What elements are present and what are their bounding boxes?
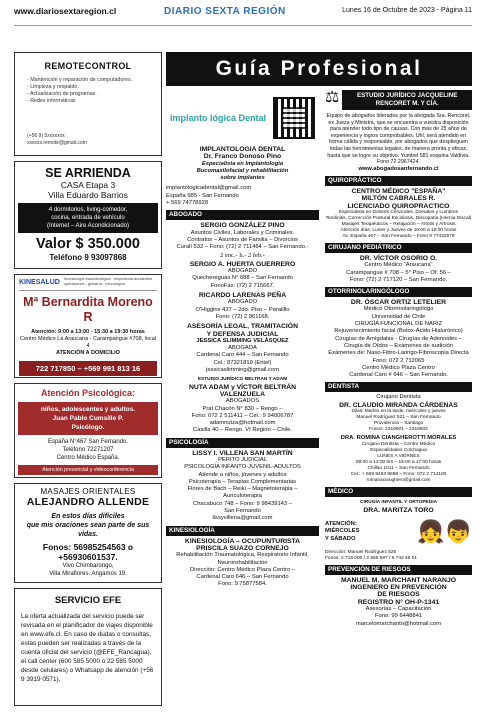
listing-line: 2 enc.- h.- 2 feb.- [220, 251, 265, 259]
listing-line: Asesorías – Capacitación [365, 606, 432, 613]
listing-name: DR. ÓSCAR ORTIZ LETELIER [350, 299, 447, 307]
scales-icon: ⚖ [325, 89, 340, 106]
listing-line: Médico Otorrinolaringólogo [363, 306, 434, 313]
arrienda-sub: CASA Etapa 3 [60, 180, 116, 190]
listing-name: DE RIESGOS [377, 591, 420, 599]
ad-remotecontrol [14, 52, 162, 156]
juridico-web[interactable]: www.abogadosanfernando.cl [358, 165, 439, 172]
masajes-title: MASAJES ORIENTALES [40, 487, 136, 496]
listing-line: Chacabuco 748 – Fono: 9 98439143 – [193, 500, 292, 507]
site-url[interactable]: www.diariosextaregion.cl [14, 6, 117, 16]
page-header [14, 6, 472, 26]
masajes-address: Villa Miraflores. Angamos 19. [49, 571, 127, 577]
listing-line: Cel.: 87321819 (Entel) [213, 359, 272, 366]
listing-line: Contratos – Asuntos de Familia – Divorcios [187, 236, 298, 243]
listing-name: MANUEL M. MARCHANT NARANJO [340, 576, 457, 584]
listing-line: Curalí 532 – Fono: (72) 2 711464 – San Fernando.- [176, 244, 309, 251]
message-line: En estos días difíciles [51, 513, 125, 520]
listing-name: KINESIOLOGÍA – OCUPUNTURISTA [184, 537, 301, 545]
kinesalud-name: Mª Bernardita Moreno R [23, 295, 153, 324]
left-column [14, 52, 162, 711]
kinesalud-address: Centro Médico La Araucana - Carampangue #708, local 4 [19, 336, 157, 349]
listing-name: INGENIERO EN PREVENCIÓN [350, 584, 447, 592]
detail-line: 4 dormitorios, living-comedor, [48, 207, 128, 213]
listing-line: Manuel Rodríguez 521 – San Fernando [356, 414, 441, 420]
psicologica-line: Centro Médico España. [56, 455, 120, 461]
ad-se-arrienda [14, 161, 162, 269]
juridico-header [325, 90, 472, 110]
listing-line: Av. España 467 – San Fernando – Fono 9 77432979 [342, 233, 455, 239]
listing-line: Atención días: Lunes y Jueves de 10:00 a 18:00 horas [340, 227, 457, 233]
newspaper-name: DIARIO SEXTA REGIÓN [164, 6, 286, 17]
listing-line: Fono: 072 2 712065 [372, 357, 425, 364]
listing-line: Rejuvenecimiento facial (Botox-Ácido Hialurónico) [334, 328, 463, 335]
listing-line: Providencia – Santiago [373, 420, 424, 426]
listing-line: Masajes Terapéuticos – Relajación – Artritis y Artrosis [341, 221, 456, 227]
listing-line: Casilla 40 – Rengo. VI Región – Chile. [193, 427, 292, 434]
banner-line: niños, adolescentes y adultos. [40, 406, 136, 413]
listing-heading: CIRUGÍA INFANTIL Y ORTOPEDIA [359, 500, 438, 506]
listing-line: Fono: 072 2 511411 – Cel.: 9 94006787 [191, 412, 294, 419]
imp-mail[interactable]: implantologicadental@gmail.com [166, 185, 252, 192]
listing-line: Dilas: Martes en la tarde, miércoles y jueves [351, 408, 446, 414]
listing-line: Dirección: Manuel Rodríguez 525 [325, 549, 397, 555]
psicologica-title: Atención Psicológica: [40, 388, 136, 398]
message-line: que mis oraciones sean parte de sus vidas. [26, 522, 150, 538]
kinesalud-phone: 722 717850 – +569 991 813 16 [19, 361, 157, 376]
listing-name: SERGIO GONZÁLEZ PINO [200, 222, 285, 230]
listing-line: Rehabilitación Traumatológica, Respiratorio Infantil, [176, 552, 309, 559]
listing-line: adamnutza@hotmail.com [209, 420, 276, 427]
psicologica-line: Teléfono 72271207 [62, 447, 114, 453]
kinesalud-domicilio: ATENCIÓN A DOMICILIO [56, 350, 120, 356]
ad-masajes [14, 483, 162, 583]
efe-title: SERVICIO EFE [54, 595, 122, 606]
listing-heading: Cirujano Dentista [376, 394, 421, 401]
contact-mail: xxxxxx.remote@gmail.com [27, 140, 87, 146]
psicologica-banner [18, 402, 158, 435]
listing-line: Exámenes de: Naso-Fibro-Laringo-Fibroscopia Directa [328, 350, 469, 357]
listing-line: Especialidades Colchagua [370, 448, 427, 454]
listing-line: Universidad de Chile [371, 313, 426, 320]
listing-name: ASESORÍA LEGAL, TRAMITACIÓN [186, 323, 298, 331]
section-cirujano: CIRUJANO PEDIÁTRICO [325, 243, 472, 253]
listing-name: LICENCIADO QUIROPRACTICO [347, 202, 450, 210]
listing-line: PERITO JUDICIAL [218, 456, 267, 463]
banner-line: Juan Pablo Cumsille P. [52, 415, 124, 422]
listing-line: San Fernando [224, 508, 261, 515]
listing-line: Flores de Bach – Reiki – Magnetoterapia – [187, 486, 298, 493]
listing-line: marcelomarchantn@hotmail.com [355, 620, 442, 627]
masajes-phones: Fonos: 56985254563 o +56930601537. [42, 542, 134, 562]
listing-name: LISSY I. VILLENA SAN MARTÍN [192, 449, 293, 457]
section-otorrino: OTORRINOLARINGÓLOGO [325, 287, 472, 297]
listing-name: Y DEFENSA JUDICIAL [206, 330, 279, 338]
section-psicologia: PSICOLOGÍA [166, 438, 319, 448]
listing-line: Cirugías de Amígdalas - Cirugías de Adenoides – [335, 335, 462, 342]
listing-name: SERGIO A. HUERTA GUERRERO [189, 260, 296, 268]
listing-line: Psicoterapia – Terapias Complementarias [188, 478, 297, 485]
section-medico: MÉDICO [325, 487, 472, 497]
listing-heading: ESTUDIO JURÍDICO BELTRAN Y ADAM [197, 377, 288, 383]
implantologia-logo-row [166, 90, 319, 146]
list-item: - Redes informáticas [27, 98, 76, 104]
listing-line: MIÉRCOLES [325, 528, 360, 535]
listing-line: Neurorehabilitación [217, 559, 268, 566]
listing-line: ABOGADA [228, 345, 257, 352]
listing-name: JESSICA SLIMMING VELÁSQUEZ [196, 337, 289, 344]
listing-line: O'Higgins 437 – 2do. Piso – Peralillo [195, 306, 290, 313]
section-kinesiologia: KINESIOLOGÍA [166, 526, 319, 536]
efe-text: La oferta actualizada del servicio puede ser revisada en el planificador de viajes disponible en www.efe.cl. En caso de dudas o consultas, estas pueden ser realizadas a través de la cuenta oficial del servicio (@EFE_Rancagua), el call center (600 585 5000 o 22 585 5000 desde celulares) o Whatsapp de atención (+56 9 3919 0571). [21, 613, 154, 683]
masajes-name: ALEJANDRO ALLENDE [26, 496, 150, 508]
listing-line: Chillán 1011 – San Fernando [367, 466, 430, 472]
listing-line: Centro Médico "Araucaria" [364, 262, 433, 269]
arrienda-sub: Villa Eduardo Barrios [48, 190, 128, 200]
masajes-address: Vivo Chimbarongo, [62, 563, 114, 569]
banner-line: Psicólogo. [71, 424, 105, 431]
arrienda-title: SE ARRIENDA [45, 166, 131, 180]
listing-line: Fono: (72) 2 861168. [215, 313, 270, 320]
guia-title: Guía Profesional [166, 52, 472, 86]
psicologica-line: España N°467 San Fernando. [47, 439, 129, 445]
toro-row [325, 514, 472, 550]
listing-line: Y SÁBADO [325, 535, 356, 542]
kinesalud-hours: Atención: 9:00 a 13:00 - 15:30 a 19:30 horas [31, 329, 145, 335]
children-icon: 👧👦 [417, 519, 472, 545]
listing-line: lissyvillena@gmail.com [212, 515, 273, 522]
listing-line: Quechereguas N° 688 – San Fernando [192, 275, 293, 282]
list-item: - Actualización de programas. [27, 91, 97, 97]
detail-line: cocina, entrada de vehículo [51, 215, 125, 221]
arrienda-phone: Teléfono 9 93097868 [49, 253, 127, 262]
listing-name: DR. CLAUDIO MIRANDA CÁRDENAS [339, 401, 458, 409]
listing-name: REGISTRO N° OH-P-1341 [357, 598, 440, 606]
contact-phone: (+56 9) 5xxxxxxx [27, 133, 65, 139]
listing-line: CIRUGÍA FUNCIONAL DE NARIZ [354, 321, 443, 328]
listing-name: DR. VÍCTOR OSORIO O. [359, 254, 438, 262]
listing-line: ABOGADOS [225, 398, 260, 405]
listing-line: Dirección: Centro Médico Plaza Centro – [189, 566, 296, 573]
qr-code-icon[interactable] [273, 97, 315, 139]
detail-line: (Internet – Aire Acondicionado) [46, 223, 130, 229]
listing-name: DRA. MARITZA TORO [363, 506, 434, 514]
listing-line: Fono: 9.75877584. [218, 581, 267, 588]
listing-line: ATENCIÓN: [325, 520, 357, 527]
listing-line: Cardenal Caro # 646 – San Fernando. [349, 372, 448, 379]
list-item: - Limpieza y respaldo. [27, 84, 79, 90]
juridico-title: ESTUDIO JURÍDICO JACQUELINE RENCORET M. Y CÍA. [342, 90, 472, 110]
imp-address: España 985 - San Fernando [166, 192, 239, 199]
masajes-message [18, 512, 158, 539]
remotecontrol-logo: REMOTECONTROL [44, 61, 132, 71]
listing-line: Auriculoterapia [223, 493, 262, 500]
ad-psicologica [14, 383, 162, 478]
listing-line: jessicaslimming@gmail.com [206, 367, 279, 374]
listing-line: FonoFax: (72) 2 715667. [210, 282, 275, 289]
imp-phone: + 569 74778928 [166, 200, 209, 207]
listing-line: Asuntos Civiles, Laborales y Criminales. [190, 229, 295, 236]
listing-name: VALENZUELA [219, 390, 266, 398]
listing-line: ABOGADO [227, 268, 258, 275]
section-prevencion: PREVENCIÓN DE RIESGOS [325, 565, 472, 575]
listing-line: Carampangue # 708 – 5° Piso – Of. 56 – [346, 269, 451, 276]
listing-line: Cardenal Caro 444 – San Fernando [196, 352, 289, 359]
listing-line: Cel.: + 569 9463 9888 – Fono: 072 2 714100 [350, 472, 447, 478]
listing-name: MILTÓN CABRALES R. [361, 195, 436, 203]
listing-name: RICARDO LARENAS PEÑA [198, 292, 287, 300]
arrienda-value: Valor $ 350.000 [36, 236, 140, 252]
listing-line: Fonos: 2 715 000 / 2 585 597 / 9 742 46 01 [325, 555, 418, 561]
remotecontrol-contact [27, 133, 87, 147]
listing-line: ABOGADO [227, 299, 258, 306]
listing-name: DRA. ROMINA CIANGHEROTTI MORALES [340, 434, 457, 441]
listing-name: NUTA ADAM y VÍCTOR BELTRÁN [188, 383, 297, 391]
listing-line: Cirugía de Oídos – Exámenes de audición [344, 342, 453, 349]
list-item: - Mantención y reparación de computadores. [27, 77, 133, 83]
listing-name: CENTRO MÉDICO "ESPAÑA" [351, 188, 446, 196]
listing-line: Fono: 99 6448841 [374, 613, 423, 620]
section-dentista: DENTISTA [325, 382, 472, 392]
guia-profesional [166, 52, 472, 628]
arrienda-details [18, 203, 158, 233]
listing-line: Cardenal Caro 646 – San Fernando [196, 574, 289, 581]
juridico-text: Equipo de abogados liderados por la abogada Sra. Rencoret, ex Jueza y Ministra, que se encuentra a vuestra disposición para atender todo tipo de causas. Con más de 25 años de experiencia y logros comprobables. Uhl, será atendido en forma cálida y responsable, por abogados que desplieguen todas las herramientas legales, de manera pronta y eficaz, hasta que se logre su objetivo. Yumbel 581 esquina Valdivia. Fono 72 2967424. [326, 113, 471, 166]
imp-spec: sobre implantes [220, 175, 265, 182]
ad-kinesalud [14, 274, 162, 378]
listing-line: Centro Médico Plaza Centro [362, 364, 435, 371]
section-abogado: ABOGADO [166, 210, 319, 220]
listing-line: 09:00 a 13:00 hrs – 15:00 a 17:00 horas [355, 460, 442, 466]
imp-spec: Bucomaxilofacial y rehabilitación [196, 167, 289, 174]
listing-line: romanacianghero@gmail.com [366, 478, 431, 484]
guia-col-right [325, 90, 472, 628]
listing-line: Cirujano Dentista – Centro Médico [361, 442, 436, 448]
page-date: Lunes 16 de Octubre de 2023 - Página 11 [342, 7, 472, 14]
listing-line: Prat Chacón N° 830 – Rengo – [202, 405, 283, 412]
ad-servicio-efe [14, 588, 162, 706]
psicologica-footer: Atención presencial y videoconferencia [18, 465, 158, 475]
guia-col-middle [166, 90, 319, 628]
implanto-logo: implanto lógica Dental [170, 112, 267, 123]
listing-line: Tendinitis, Corrección Postural Escoliosis, Discopatía (Hernia Discal) [325, 215, 472, 221]
listing-line: LUNES A VIERNES [377, 454, 420, 460]
toro-schedule [325, 521, 359, 543]
remotecontrol-list [21, 77, 155, 105]
kinesalud-specialties: Kinesiología traumatológica - respiratoria accidentes operaciones - geriatría - neurológica [63, 277, 153, 286]
imp-name: IMPLANTOLOGIA DENTAL [199, 146, 286, 153]
section-quiro: QUIROPRÁCTICO [325, 176, 472, 186]
listing-line: Fonos: 2319601 – 2319602 [369, 426, 428, 432]
listing-line: PSICOLOGÍA INFANTO-JUVENIL-ADULTOS [184, 464, 301, 471]
listing-line: Especialista en Dolores Cervicales, Dorsales y Lumbres [338, 209, 459, 215]
imp-spec: Especialista en Implantología [201, 160, 284, 167]
listing-line: Fono: (72) 2 717120 – San Fernando. [349, 276, 448, 283]
kinesalud-logo: KINESALUD [19, 278, 60, 286]
imp-doctor: Dr. Franco Donoso Pino [203, 153, 282, 161]
listing-name: PRISCILA SUAZO CORNEJO [196, 544, 289, 552]
listing-line: Atiende a niños, jóvenes y adultos [198, 471, 287, 478]
